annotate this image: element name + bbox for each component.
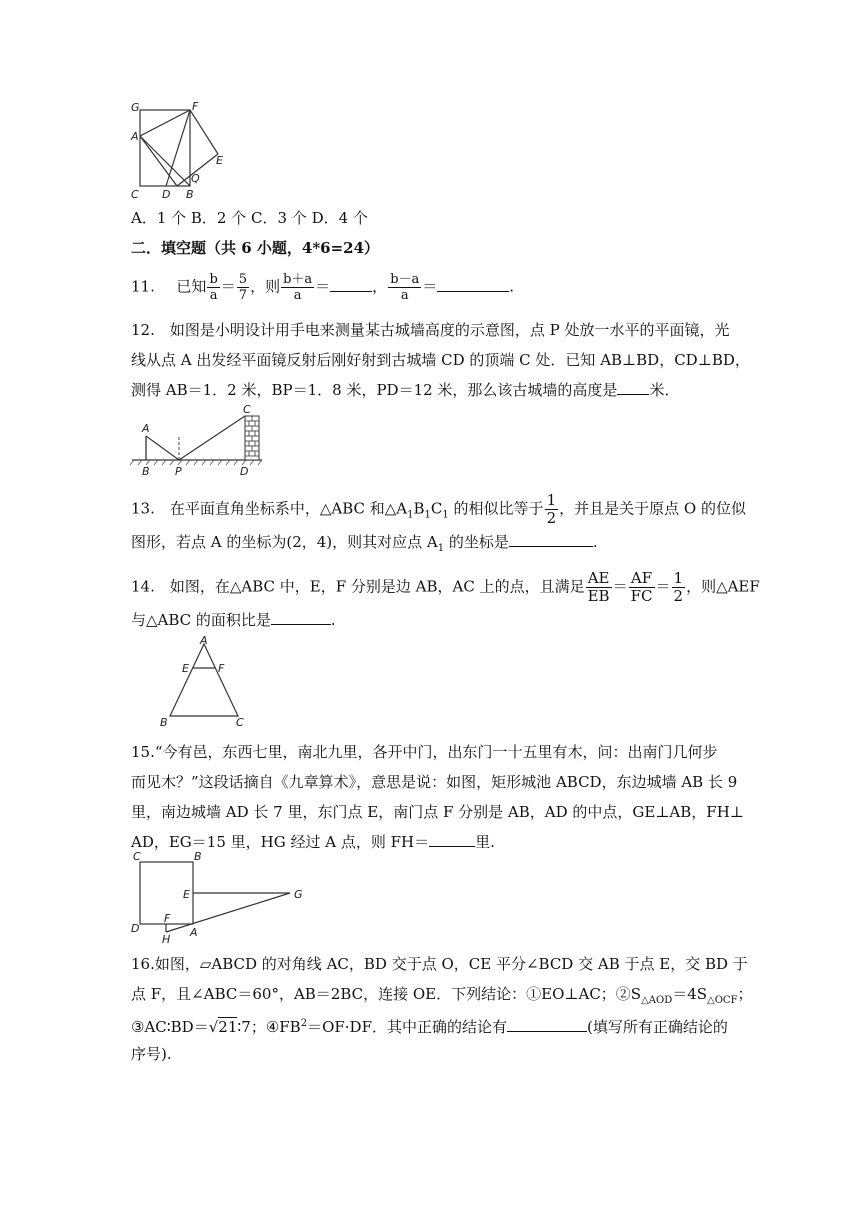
fig15-label-a: A xyxy=(190,926,198,939)
q12-line3: 测得 AB＝1．2 米，BP＝1．8 米，PD＝12 米，那么该古城墙的高度是 米． xyxy=(131,381,680,399)
rectangle-shape xyxy=(140,110,190,186)
fig14-label-b: B xyxy=(160,716,168,728)
q16-line2: 点 F，且∠ABC＝60°，AB＝2BC，连接 OE．下列结论：①EO⊥AC；$②S_{\triangle AOD}=4S_{\triangle OCF}$； xyxy=(131,985,753,1006)
q14-answer-blank[interactable] xyxy=(271,610,331,625)
q14-frac-half: $\frac{1}{2}$ xyxy=(673,569,684,605)
q13-line2: 图形，若点 A 的坐标为(2，4)，则其对应点 $A_1$ 的坐标是 . xyxy=(131,533,598,554)
fig10-label-a: A xyxy=(131,130,139,143)
fig10-label-e: E xyxy=(216,154,223,167)
q14-line1: 14. 如图，在△ABC 中，E，F 分别是边 AB，AC 上的点，且满足 $\frac{AE}{EB}$ ＝ $\frac{AF}{FC}$ ＝ $\frac{1}{2}$ ，则△AEF xyxy=(131,569,760,605)
q11-number: 11. xyxy=(131,277,155,296)
fig12-label-p: P xyxy=(175,465,182,478)
fig15-label-h: H xyxy=(162,933,171,946)
q16-line4: 序号). xyxy=(131,1045,172,1063)
fig10-label-d: D xyxy=(162,188,171,201)
q15-answer-blank[interactable] xyxy=(429,832,475,847)
q11-prefix: 已知 xyxy=(176,277,207,296)
fig12-label-b: B xyxy=(142,465,150,478)
q13-answer-blank[interactable] xyxy=(509,532,593,547)
fig15-label-d: D xyxy=(131,922,140,935)
q11-frac-57: $\frac{5}{7}$ xyxy=(238,272,248,303)
q14-line2: 与△ABC 的面积比是 . xyxy=(131,611,336,629)
q11-frac-b-minus-a: $\frac{b-a}{a}$ xyxy=(390,272,420,303)
sqrt-symbol: √ xyxy=(208,1018,219,1036)
q14-figure xyxy=(156,634,252,728)
fig15-label-b: B xyxy=(194,850,202,863)
fig12-label-a: A xyxy=(142,422,150,435)
q11-frac-b-plus-a: $\frac{b+a}{a}$ xyxy=(283,272,313,303)
q16-answer-blank[interactable] xyxy=(507,1017,587,1032)
q16-line1: 16.如图，▱ABCD 的对角线 AC，BD 交于点 O，CE 平分∠BCD 交 AB 于点 E，交 BD 于 xyxy=(131,955,748,973)
fig15-label-f: F xyxy=(164,912,171,925)
q10-figure xyxy=(128,100,228,202)
fig10-label-f: F xyxy=(192,100,199,113)
q15-line3: 里，南边城墙 AD 长 7 里，东门点 E，南门点 F 分别是 AB，AD 的中点，GE⊥AB，FH⊥ xyxy=(131,803,744,821)
q12-line1: 12. 如图是小明设计用手电来测量某古城墙高度的示意图，点 P 处放一水平的平面镜，光 xyxy=(131,321,730,339)
fig10-label-q: Q xyxy=(191,172,200,185)
q15-line2: 而见木？”这段话摘自《九章算术》，意思是说：如图，矩形城池 ABCD，东边城墙 AB 长 9 xyxy=(131,773,738,791)
q15-figure xyxy=(128,846,308,946)
q12-figure xyxy=(128,402,268,478)
q16-line3: ③AC∶BD＝√21∶7；$④FB^2=OF\cdot DF$．其中正确的结论有 (填写所有正确结论的 xyxy=(131,1018,728,1036)
q14-frac-af-fc: $\frac{AF}{FC}$ xyxy=(630,569,653,605)
q12-line2: 线从点 A 出发经平面镜反射后刚好射到古城墙 CD 的顶端 C 处．已知 AB⊥BD，CD⊥BD， xyxy=(131,351,750,369)
q10-options: A．1 个 B．2 个 C．3 个 D．4 个 xyxy=(131,209,368,227)
q11: 11. 已知 $\frac{b}{a}$ ＝ $\frac{5}{7}$ ，则 $\frac{b+a}{a}$ ＝ ， $\frac{b-a}{a}$ ＝ . xyxy=(131,272,515,303)
fig12-label-c: C xyxy=(243,403,251,416)
q15-line4: AD，EG＝15 里，HG 经过 A 点，则 FH＝ 里. xyxy=(131,833,495,851)
fig14-label-e: E xyxy=(182,662,189,675)
fig15-label-c: C xyxy=(133,850,141,863)
fig14-label-c: C xyxy=(236,716,244,728)
q11-frac-ba: $\frac{b}{a}$ xyxy=(209,272,218,303)
q11-answer-blank-2[interactable] xyxy=(437,277,509,292)
fig14-label-a: A xyxy=(200,634,208,647)
fig15-label-e: E xyxy=(183,888,190,901)
fig15-label-g: G xyxy=(294,888,303,901)
q13-line1: 13. 在平面直角坐标系中，△ABC 和$\triangle A_1B_1C_1$ 的相似比等于 $\frac{1}{2}$ ，并且是关于原点 O 的位似 xyxy=(131,491,746,527)
fig10-label-g: G xyxy=(131,101,140,114)
q12-answer-blank[interactable] xyxy=(617,380,649,395)
fig10-label-c: C xyxy=(131,188,139,201)
fig10-label-b: B xyxy=(186,188,194,201)
fig12-label-d: D xyxy=(240,465,249,478)
sqrt-value: 21 xyxy=(218,1018,238,1036)
section2-title: 二．填空题（共 6 小题，4*6=24） xyxy=(131,239,380,257)
q14-frac-ae-eb: $\frac{AE}{EB}$ xyxy=(587,569,610,605)
q13-frac-half: $\frac{1}{2}$ xyxy=(546,491,557,527)
fig14-label-f: F xyxy=(218,662,225,675)
q15-line1: 15.“今有邑，东西七里，南北九里，各开中门，出东门一十五里有木，问：出南门几何步 xyxy=(131,743,718,761)
q11-answer-blank-1[interactable] xyxy=(330,277,372,292)
